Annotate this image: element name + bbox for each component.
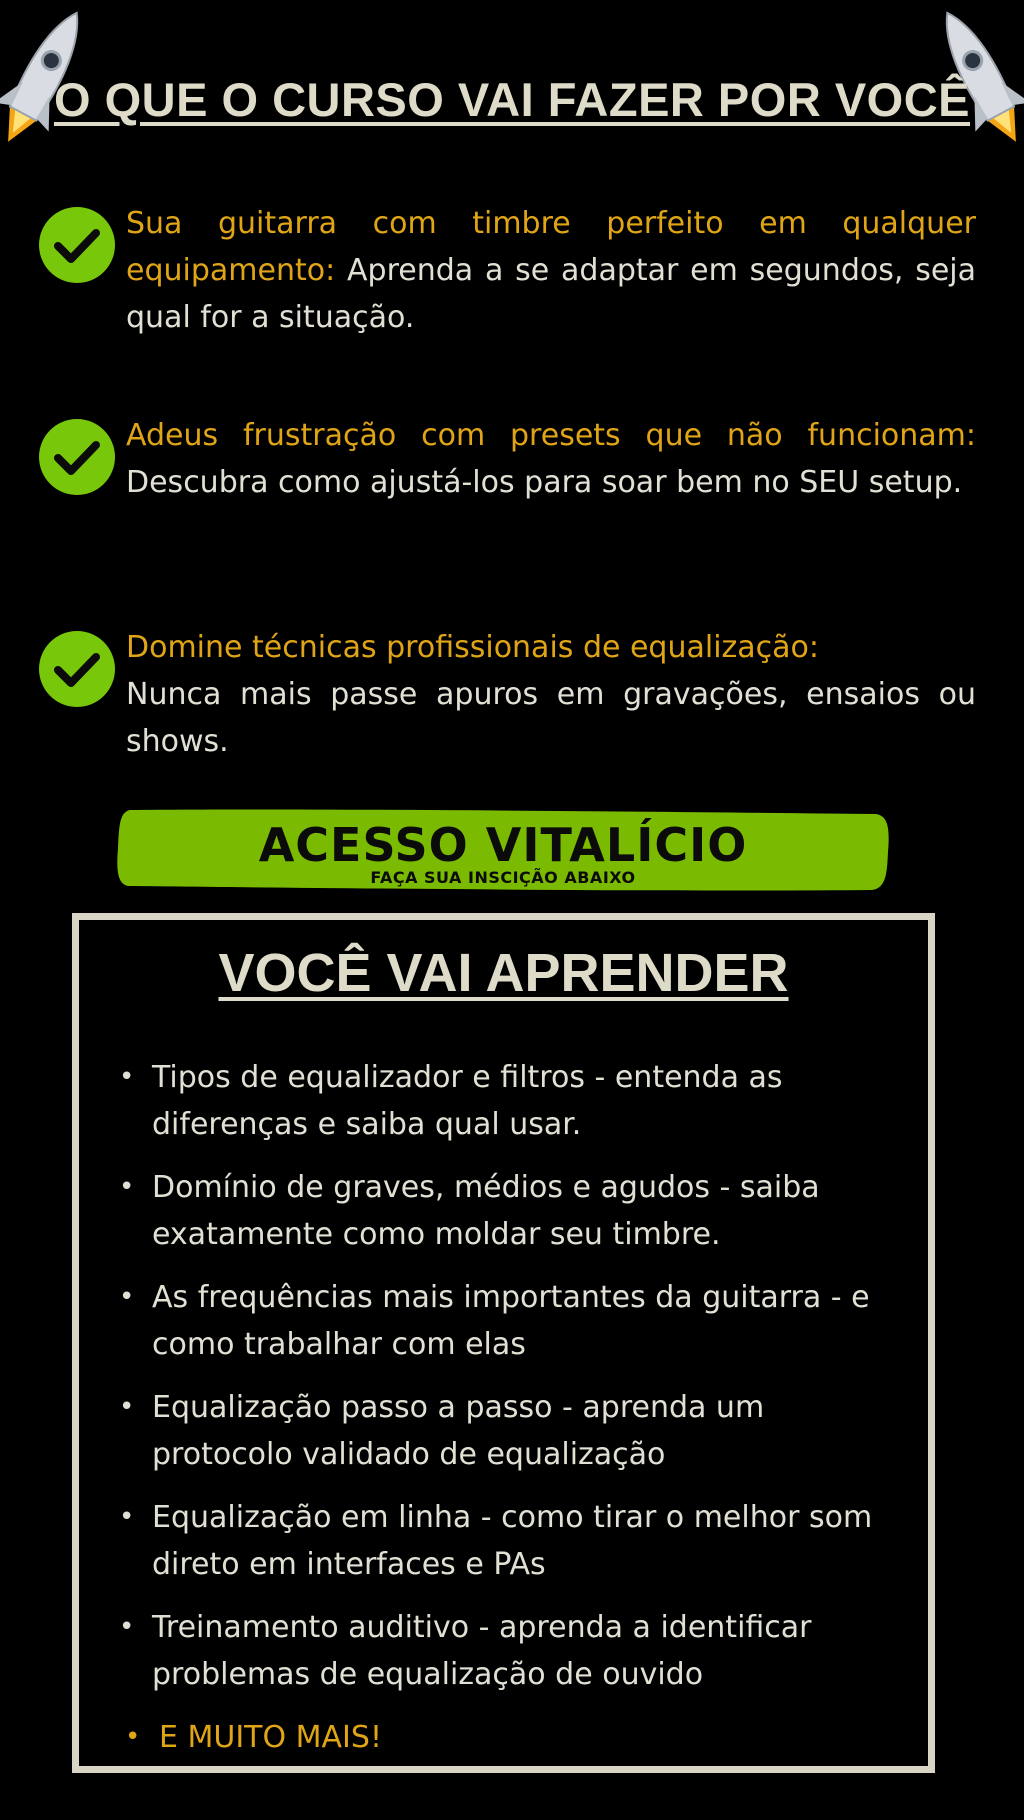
list-item: • Equalização em linha - como tirar o melhor som direto em interfaces e PAs <box>119 1494 909 1588</box>
list-item: • As frequências mais importantes da guitarra - e como trabalhar com elas <box>119 1274 909 1368</box>
list-item: • Equalização passo a passo - aprenda um protocolo validado de equalização <box>119 1384 909 1478</box>
benefit-highlight: Sua guitarra com timbre perfeito em qualquer equipamento: <box>126 206 976 288</box>
list-item: • Treinamento auditivo - aprenda a identificar problemas de equalização de ouvido <box>119 1604 909 1698</box>
lifetime-access-banner[interactable] <box>116 808 890 892</box>
check-circle-icon <box>38 630 116 708</box>
benefit-text <box>126 624 976 765</box>
list-item: • Domínio de graves, médios e agudos - saiba exatamente como moldar seu timbre. <box>119 1164 909 1258</box>
benefit-highlight: Domine técnicas profissionais de equalização: <box>126 630 820 665</box>
check-circle-icon <box>38 206 116 284</box>
learn-box <box>72 913 935 1773</box>
more-item: • E MUITO MAIS! <box>119 1714 909 1761</box>
benefit-highlight: Adeus frustração com presets que não funcionam: <box>126 418 976 453</box>
benefit-description: Nunca mais passe apuros em gravações, ensaios ou shows. <box>126 677 976 759</box>
learn-title: VOCÊ VAI APRENDER <box>218 943 789 1003</box>
learn-list <box>119 1054 909 1777</box>
banner-subtitle: FAÇA SUA INSCIÇÃO ABAIXO <box>370 868 636 887</box>
check-circle-icon <box>38 418 116 496</box>
benefit-text <box>126 200 976 341</box>
list-item: • Tipos de equalizador e filtros - entenda as diferenças e saiba qual usar. <box>119 1054 909 1148</box>
benefit-text <box>126 412 976 506</box>
benefit-description: Aprenda a se adaptar em segundos, seja qual for a situação. <box>126 253 976 335</box>
page-title: O QUE O CURSO VAI FAZER POR VOCÊ <box>53 73 971 126</box>
benefit-description: Descubra como ajustá-los para soar bem no SEU setup. <box>126 465 963 500</box>
banner-title: ACESSO VITALÍCIO <box>258 818 748 872</box>
